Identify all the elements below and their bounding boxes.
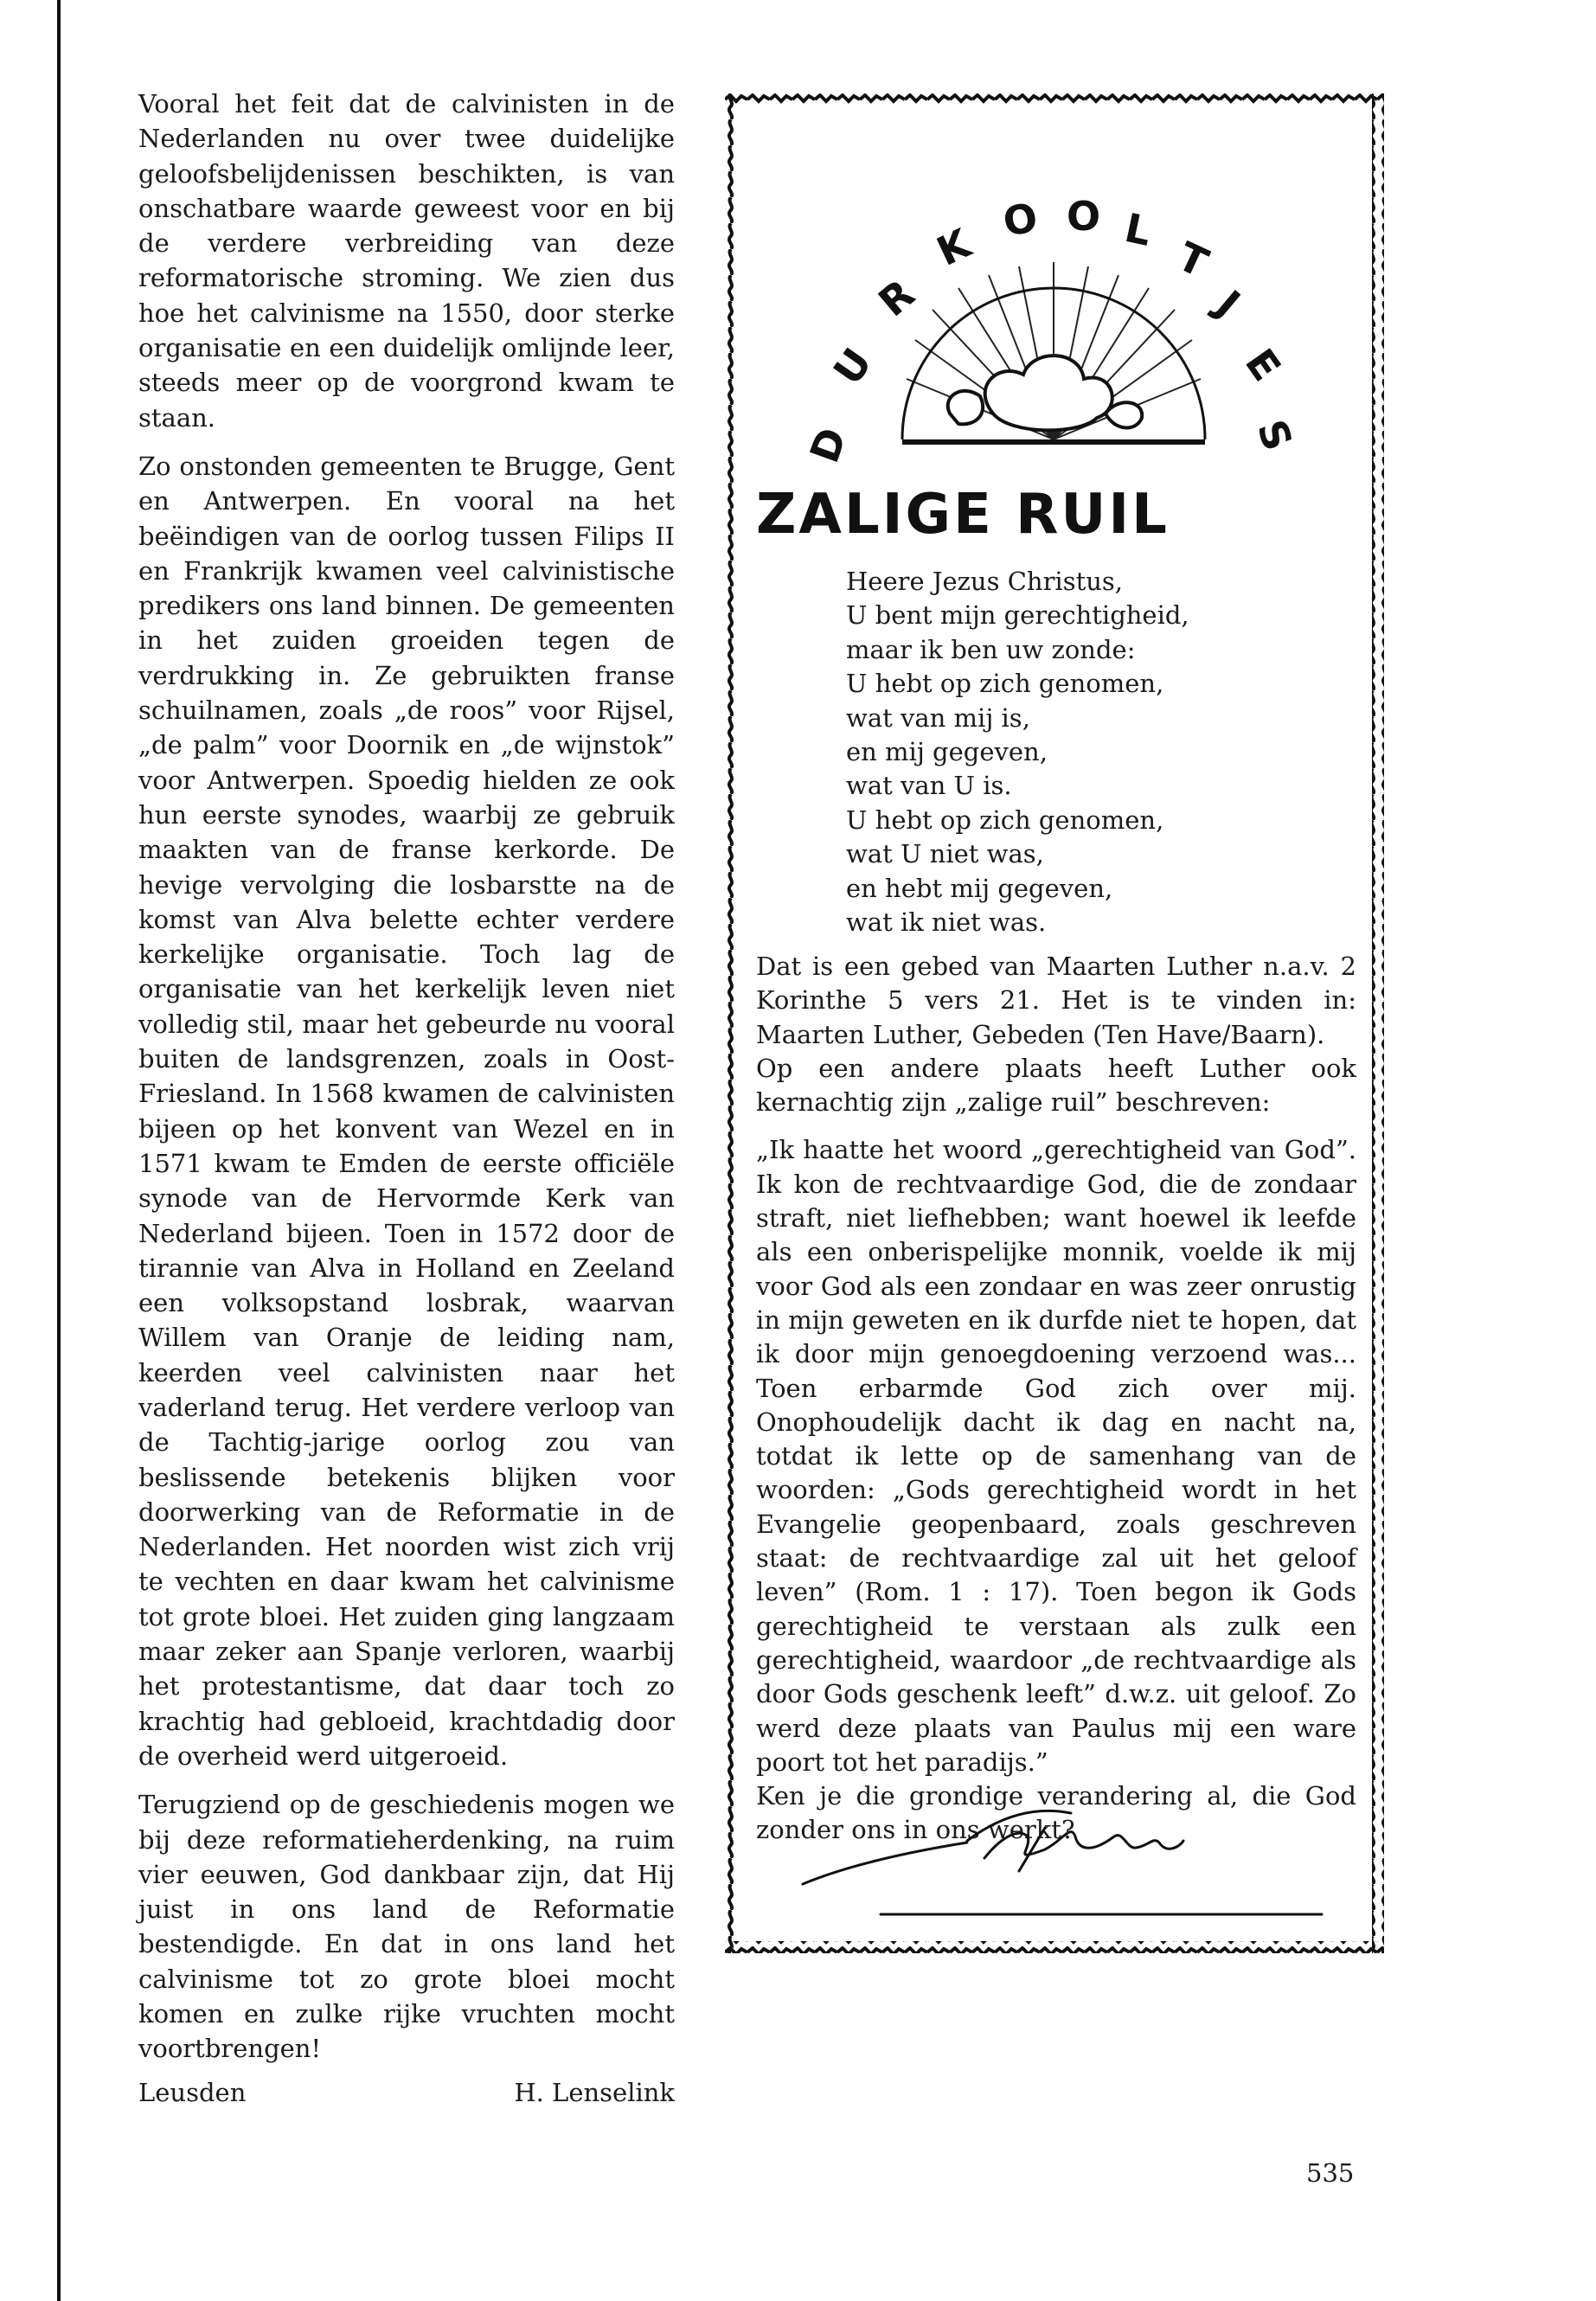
poem-line: wat van mij is,: [846, 702, 1030, 733]
emblem-letter-e: E: [1235, 340, 1291, 390]
box-paragraph-quote: „Ik haatte het woord „gerechtigheid van God”. Ik kon de rechtvaardige God, die de zondaar straft, niet liefhebben; want hoewel ik leefde als een onberispelijke monnik, voelde ik mij voor God als een zondaar en was zeer onrustig in mijn geweten en ik durfde niet te hopen, dat ik door mijn genoegdoening verzoend was... Toen erbarmde God zich over mij. Onophoudelijk dacht ik dag en nacht na, totdat ik lette op de samenhang van de woorden: „Gods gerechtigheid wordt in het Evangelie geopenbaard, zoals geschreven staat: de rechtvaardige zal uit het geloof leven” (Rom. 1 : 17). Toen begon ik Gods gerechtigheid te verstaan als zulk een gerechtigheid, waardoor „de rechtvaardige als door Gods geschenk leeft” d.w.z. uit geloof. Zo werd deze plaats van Paulus mij een ware poort tot het paradijs.”: [756, 1135, 1356, 1777]
emblem-letter-r: R: [869, 270, 924, 326]
poem-line: U hebt op zich genomen,: [846, 804, 1164, 835]
durkooltjes-emblem: [800, 154, 1302, 517]
emblem-letter-u: U: [824, 339, 881, 394]
emblem-letter-t: T: [1170, 233, 1215, 287]
article-title: ZALIGE RUIL: [756, 483, 1170, 547]
left-column: [138, 87, 675, 2080]
emblem-letter-k: K: [929, 219, 977, 275]
poem-line: maar ik ben uw zonde:: [846, 634, 1136, 664]
poem-line: wat U niet was,: [846, 839, 1044, 869]
poem-line: U bent mijn gerechtigheid,: [846, 600, 1189, 631]
box-paragraph-intro: Op een andere plaats heeft Luther ook kernachtig zijn „zalige ruil” beschreven:: [756, 1053, 1356, 1118]
poem-line: U hebt op zich genomen,: [846, 669, 1164, 699]
emblem-letter-o1: O: [999, 193, 1042, 246]
page-number: 535: [1306, 2158, 1355, 2188]
handwritten-signature: [785, 1789, 1339, 1919]
author-name: H. Lenselink: [514, 2078, 675, 2107]
emblem-letter-l: L: [1120, 203, 1156, 255]
author-place: Leusden: [138, 2078, 247, 2107]
poem-line: en mij gegeven,: [846, 737, 1048, 767]
emblem-letter-j: J: [1207, 281, 1249, 327]
box-body: [756, 950, 1356, 1862]
left-paragraph-3: Terugziend op de geschiedenis mogen we bij deze reformatieherdenking, na ruim vier eeuwen, God dankbaar zijn, dat Hij juist in ons land de Reformatie bestendigde. En dat in ons land het calvinisme tot zo grote bloei mocht komen en zulke rijke vruchten mocht voortbrengen!: [138, 1790, 675, 2064]
poem-line: wat van U is.: [846, 771, 1012, 801]
emblem-letter-o2: O: [1067, 193, 1101, 240]
emblem-letter-s: S: [1247, 413, 1302, 457]
emblem-letter-d: D: [800, 421, 856, 469]
poem-line: Heere Jezus Christus,: [846, 567, 1124, 596]
box-paragraph-source: Dat is een gebed van Maarten Luther n.a.v. 2 Korinthe 5 vers 21. Het is te vinden in: Maarten Luther, Gebeden (Ten Have/Baarn).: [756, 952, 1356, 1049]
author-line: [138, 2078, 675, 2107]
box-paragraph-question: Ken je die grondige verandering al, die God zonder ons in ons werkt?: [756, 1781, 1356, 1845]
durkooltjes-box: [725, 93, 1384, 1953]
scan-edge-line: [57, 0, 61, 2301]
poem-line: wat ik niet was.: [846, 907, 1047, 938]
poem-line: en hebt mij gegeven,: [846, 873, 1113, 903]
left-paragraph-2: Zo onstonden gemeenten te Brugge, Gent en Antwerpen. En vooral na het beëindigen van de oorlog tussen Filips II en Frankrijk kwamen veel calvinistische predikers ons land binnen. De gemeenten in het zuiden groeiden tegen de verdrukking in. Ze gebruikten franse schuilnamen, zoals „de roos” voor Rijsel, „de palm” voor Doornik en „de wijnstok” voor Antwerpen. Spoedig hielden ze ook hun eerste synodes, waarbij ze gebruik maakten van de franse kerkorde. De hevige vervolging die losbarstte na de komst van Alva belette echter verdere kerkelijke organisatie. Toch lag de organisatie van het kerkelijk leven niet volledig stil, maar het gebeurde nu vooral buiten de landsgrenzen, zoals in Oost-Friesland. In 1568 kwamen de calvinisten bijeen op het konvent van Wezel en in 1571 kwam te Emden de eerste officiële synode van de Hervormde Kerk van Nederland bijeen. Toen in 1572 door de tirannie van Alva in Holland en Zeeland een volksopstand losbrak, waarvan Willem van Oranje de leiding nam, keerden veel calvinisten naar het vaderland terug. Het verdere verloop van de Tachtig-jarige oorlog zou van beslissende betekenis blijken voor doorwerking van de Reformatie in de Nederlanden. Het noorden wist zich vrij te vechten en daar kwam het calvinisme tot grote bloei. Het zuiden ging langzaam maar zeker aan Spanje verloren, waarbij het protestantisme, dat daar toch zo krachtig had gebloeid, krachtdadig door de overheid werd uitgeroeid.: [138, 451, 675, 1771]
left-paragraph-1: Vooral het feit dat de calvinisten in de Nederlanden nu over twee duidelijke geloofsbelijdenissen beschikten, is van onschatbare waarde geweest voor en bij de verdere verbreiding van deze reformatorische stroming. We zien dus hoe het calvinisme na 1550, door sterke organisatie en een duidelijk omlijnde leer, steeds meer op de voorgrond kwam te staan.: [138, 89, 675, 433]
prayer-poem: [846, 565, 1348, 939]
burning-coals-icon: [800, 154, 1302, 517]
